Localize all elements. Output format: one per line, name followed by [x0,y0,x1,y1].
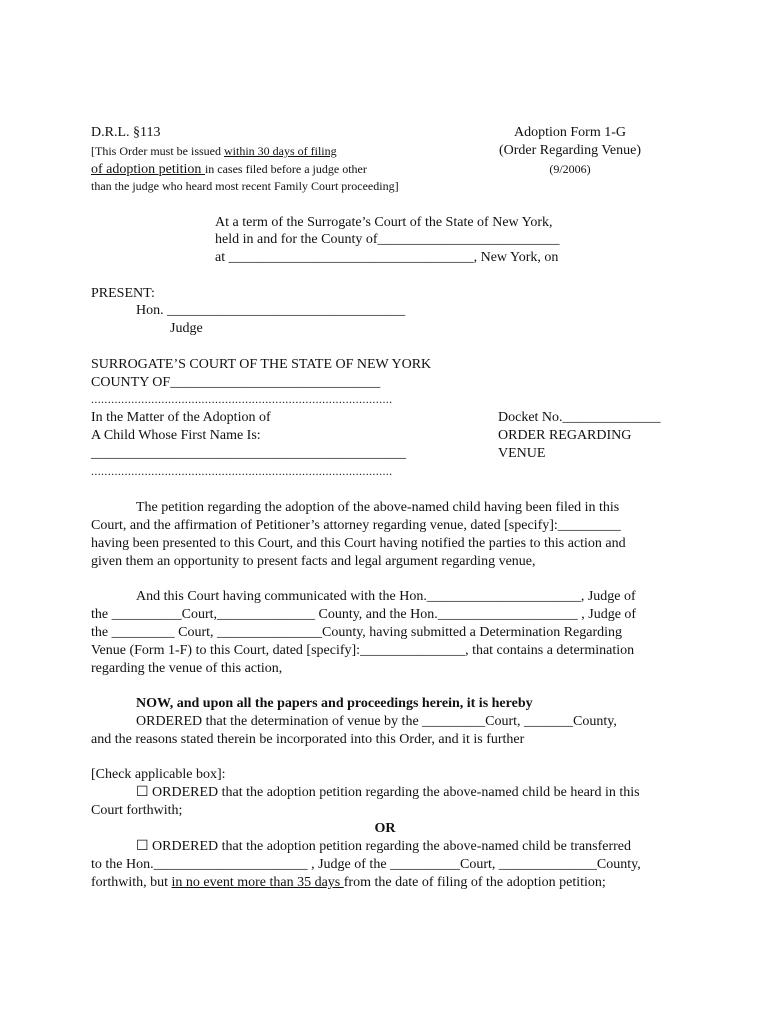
filing-deadline-underlined: within 30 days of filing [223,144,337,158]
filing-note-line-1 [91,143,337,160]
child-name-blank: _____________________________________________ [91,446,406,461]
communication-paragraph-line-2: the __________Court,______________ County, and the Hon.____________________ , Judge of [91,607,637,622]
docket-number: Docket No.______________ [498,410,661,425]
transfer-deadline-underlined: in no event more than 35 days [171,875,344,890]
caption-top-dots: .......................................................................................... [91,392,393,406]
ordered-line-1: ORDERED that the determination of venue by the _________Court, _______County, [136,714,617,729]
option-transfer-line-2: to the Hon.______________________ , Judge of the __________Court, ______________County, [91,857,641,872]
filing-note-underlined: of adoption petition [91,162,205,177]
communication-paragraph-line-4: Venue (Form 1-F) to this Court, dated [specify]:_______________, that contains a determination [91,643,635,658]
form-name: (Order Regarding Venue) [498,143,642,158]
order-title-line-1: ORDER REGARDING [498,428,632,443]
judge-label: Judge [170,321,203,336]
ordered-heading: NOW, and upon all the papers and proceedings herein, it is hereby [136,696,533,711]
term-county-line: held in and for the County of__________________________ [215,232,560,247]
present-label: PRESENT: [91,286,155,301]
term-location-line: at ___________________________________, New York, on [215,250,559,265]
filing-note-text-2: in cases filed before a judge other [204,162,367,176]
court-name: SURROGATE’S COURT OF THE STATE OF NEW YORK [91,357,432,372]
petition-paragraph-line-2: Court, and the affirmation of Petitioner’s attorney regarding venue, dated [specify]:_________ [91,518,621,533]
petition-paragraph-line-4: given them an opportunity to present facts and legal argument regarding venue, [91,554,536,569]
form-date: (9/2006) [549,162,591,176]
caption-bottom-dots: .......................................................................................... [91,464,393,478]
matter-line-1: In the Matter of the Adoption of [91,410,271,425]
option-transfer-line-1[interactable]: ☐ ORDERED that the adoption petition regarding the above-named child be transferred [136,839,632,854]
form-number: Adoption Form 1-G [514,125,626,140]
judge-name-line: Hon. __________________________________ [136,303,406,318]
statute-reference: D.R.L. §113 [91,125,161,140]
option-transfer-text-a: forthwith, but [91,875,172,890]
filing-note-text: [This Order must be issued [91,144,224,158]
ordered-line-2: and the reasons stated therein be incorporated into this Order, and it is further [91,732,525,747]
filing-note-line-2 [91,161,367,179]
or-separator: OR [374,821,396,836]
communication-paragraph-line-3: the _________ Court, _______________County, having submitted a Determination Regarding [91,625,623,640]
option-heard-line-2: Court forthwith; [91,803,183,818]
petition-paragraph-line-1: The petition regarding the adoption of the above-named child having been filed in this [136,500,620,515]
communication-paragraph-line-5: regarding the venue of this action, [91,661,283,676]
petition-paragraph-line-3: having been presented to this Court, and this Court having notified the parties to this action and [91,536,626,551]
option-transfer-text-b: from the date of filing of the adoption petition; [343,875,606,890]
communication-paragraph-line-1: And this Court having communicated with the Hon.______________________, Judge of [136,589,636,604]
matter-line-2: A Child Whose First Name Is: [91,428,261,443]
option-heard-line-1[interactable]: ☐ ORDERED that the adoption petition regarding the above-named child be heard in this [136,785,640,800]
court-county-line: COUNTY OF______________________________ [91,375,381,390]
filing-note-line-3: than the judge who heard most recent Family Court proceeding] [91,179,399,193]
order-title-line-2: VENUE [498,446,546,461]
option-transfer-line-3 [91,874,606,892]
term-line-1: At a term of the Surrogate’s Court of the State of New York, [215,215,553,230]
check-box-instruction: [Check applicable box]: [91,767,226,782]
